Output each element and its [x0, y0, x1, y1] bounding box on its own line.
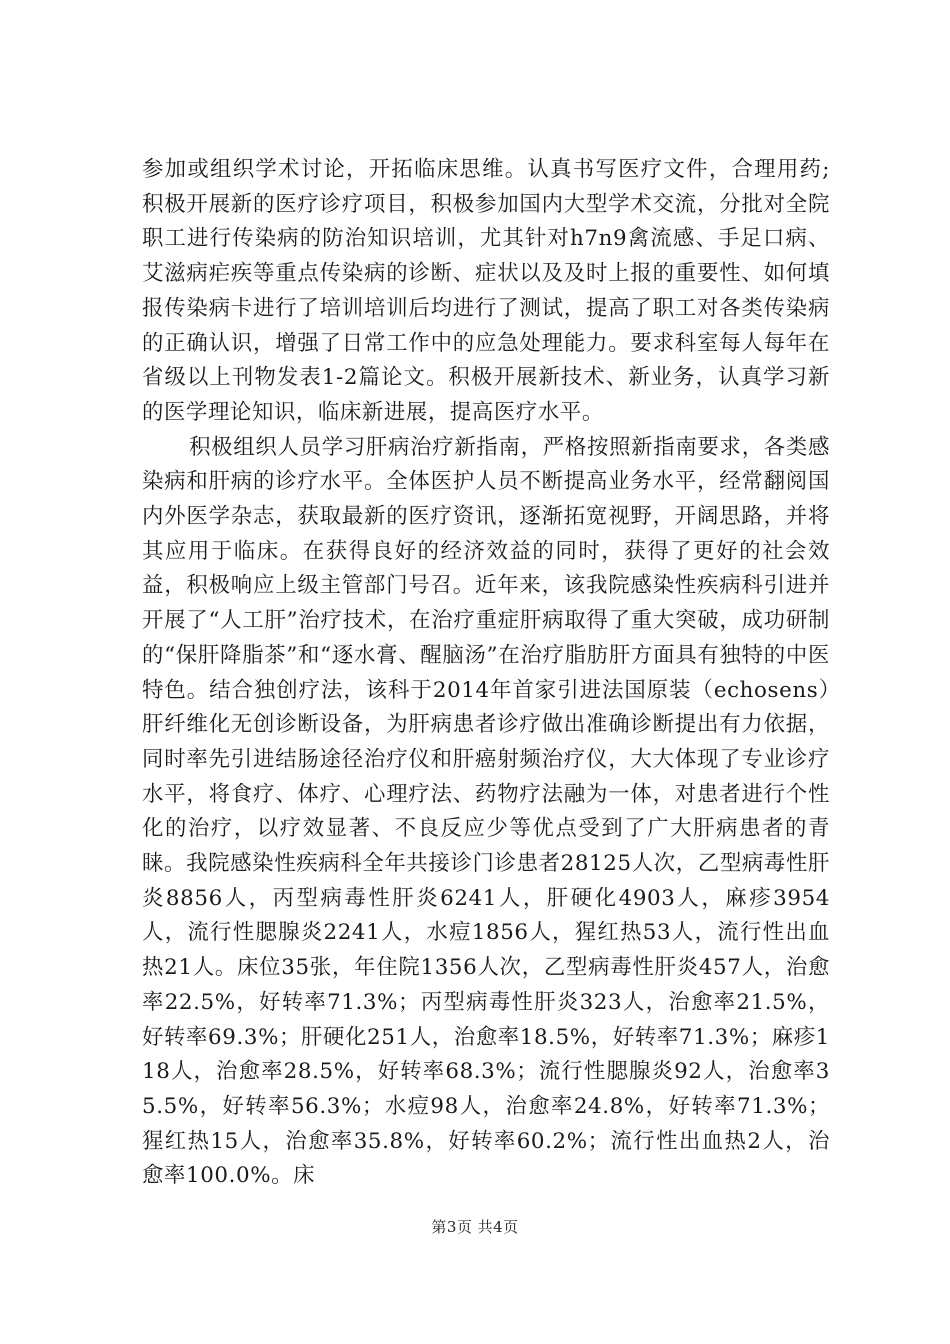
paragraph-liver-disease-treatment: 积极组织人员学习肝病治疗新指南，严格按照新指南要求，各类感染病和肝病的诊疗水平。全体医护人员不断提高业务水平，经常翻阅国内外医学杂志，获取最新的医疗资讯，逐渐拓宽视野，开阔思路，并将其应用于临床。在获得良好的经济效益的同时，获得了更好的社会效益，积极响应上级主管部门号召。近年来，该我院感染性疾病科引进并开展了“人工肝”治疗技术，在治疗重症肝病取得了重大突破，成功研制的“保肝降脂茶”和“逐水膏、醒脑汤”在治疗脂肪肝方面具有独特的中医特色。结合独创疗法，该科于2014年首家引进法国原装（echosens）肝纤维化无创诊断设备，为肝病患者诊疗做出准确诊断提出有力依据，同时率先引进结肠途径治疗仪和肝癌射频治疗仪，大大体现了专业诊疗水平，将食疗、体疗、心理疗法、药物疗法融为一体，对患者进行个性化的治疗，以疗效显著、不良反应少等优点受到了广大肝病患者的青睐。我院感染性疾病科全年共接诊门诊患者28125人次，乙型病毒性肝炎8856人，丙型病毒性肝炎6241人，肝硬化4903人，麻疹3954人，流行性腮腺炎2241人，水痘1856人，猩红热53人，流行性出血热21人。床位35张，年住院1356人次，乙型病毒性肝炎457人，治愈率22.5%，好转率71.3%；丙型病毒性肝炎323人，治愈率21.5%，好转率69.3%；肝硬化251人，治愈率18.5%，好转率71.3%；麻疹118人，治愈率28.5%，好转率68.3%；流行性腮腺炎92人，治愈率35.5%，好转率56.3%；水痘98人，治愈率24.8%，好转率71.3%；猩红热15人，治愈率35.8%，好转率60.2%；流行性出血热2人，治愈率100.0%。床	[142, 434, 830, 1189]
document-body	[142, 153, 830, 1194]
paragraph-training: 参加或组织学术讨论，开拓临床思维。认真书写医疗文件，合理用药;积极开展新的医疗诊疗项目，积极参加国内大型学术交流，分批对全院职工进行传染病的防治知识培训，尤其针对h7n9禽流感、手足口病、艾滋病疟疾等重点传染病的诊断、症状以及及时上报的重要性、如何填报传染病卡进行了培训培训后均进行了测试，提高了职工对各类传染病的正确认识，增强了日常工作中的应急处理能力。要求科室每人每年在省级以上刊物发表1-2篇论文。积极开展新技术、新业务，认真学习新的医学理论知识，临床新进展，提高医疗水平。	[142, 157, 830, 425]
page-number-footer: 第3页 共4页	[431, 1218, 519, 1236]
